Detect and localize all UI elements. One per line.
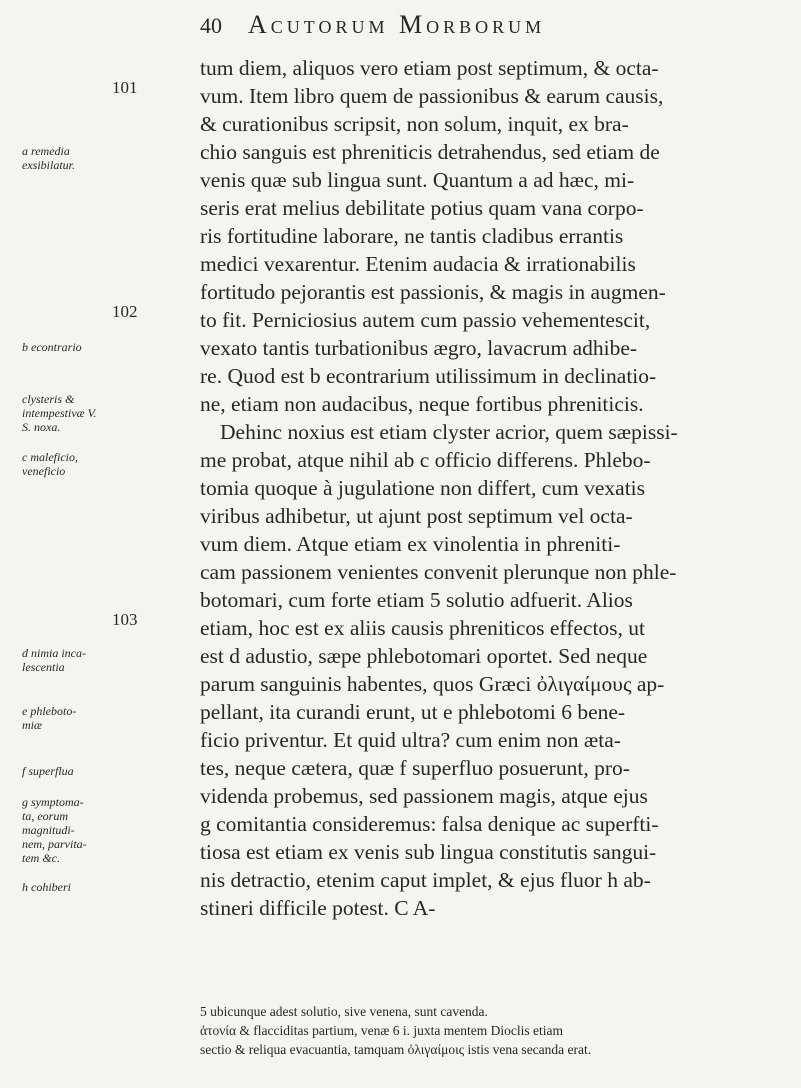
text-line: ris fortitudine laborare, ne tantis cladibus errantis — [200, 224, 624, 248]
text-line: stineri difficile potest. C A- — [200, 896, 436, 920]
text-line: me probat, atque nihil ab c officio differens. Phlebo- — [200, 448, 651, 472]
footnote-line: ἀτονία & flacciditas partium, venæ 6 i. juxta mentem Dioclis etiam — [200, 1023, 563, 1038]
margin-note: a remedia exsibilatur. — [22, 144, 75, 172]
margin-note: d nimia inca- lescentia — [22, 646, 86, 674]
margin-note: h cohiberi — [22, 880, 71, 894]
running-title: Acutorum Morborum — [248, 10, 546, 39]
line-number: 102 — [112, 302, 138, 321]
text-line: re. Quod est b econtrarium utilissimum in declinatio- — [200, 364, 657, 388]
text-line: medici vexarentur. Etenim audacia & irrationabilis — [200, 252, 636, 276]
margin-note: c maleficio, veneficio — [22, 450, 78, 478]
page-number: 40 — [200, 13, 222, 38]
text-line: seris erat melius debilitate potius quam vana corpo- — [200, 196, 644, 220]
text-line: venis quæ sub lingua sunt. Quantum a ad hæc, mi- — [200, 168, 635, 192]
text-line: est d adustio, sæpe phlebotomari oportet. Sed neque — [200, 644, 648, 668]
text-line: parum sanguinis habentes, quos Græci ὀλιγαίμους ap- — [200, 672, 665, 696]
text-line: tum diem, aliquos vero etiam post septimum, & octa- — [200, 56, 659, 80]
text-line: cam passionem venientes convenit plerunque non phle- — [200, 560, 677, 584]
margin-note: e phleboto- miæ — [22, 704, 77, 732]
footnotes — [200, 1002, 780, 1059]
text-line: fortitudo pejorantis est passionis, & magis in augmen- — [200, 280, 666, 304]
text-line: ficio priventur. Et quid ultra? cum enim non æta- — [200, 728, 621, 752]
footnote-line: 5 ubicunque adest solutio, sive venena, sunt cavenda. — [200, 1004, 488, 1019]
line-number: 103 — [112, 610, 138, 629]
margin-note: clysteris & intempestivæ V. S. noxa. — [22, 392, 97, 434]
text-line: chio sanguis est phreniticis detrahendus, sed etiam de — [200, 140, 660, 164]
footnote-line: sectio & reliqua evacuantia, tamquam ὀλιγαίμοις istis vena secanda erat. — [200, 1042, 592, 1057]
text-line: vum diem. Atque etiam ex vinolentia in phreniti- — [200, 532, 621, 556]
text-line: tomia quoque à jugulatione non differt, cum vexatis — [200, 476, 646, 500]
margin-note: g symptoma- ta, eorum magnitudi- nem, parvita- tem &c. — [22, 795, 87, 865]
text-line: g comitantia consideremus: falsa denique ac superfti- — [200, 812, 659, 836]
page-header — [200, 10, 760, 50]
margin-note: f superflua — [22, 764, 74, 778]
line-number: 101 — [112, 78, 138, 97]
text-line: tes, neque cætera, quæ f superfluo posuerunt, pro- — [200, 756, 630, 780]
text-line: tiosa est etiam ex venis sub lingua constitutis sangui- — [200, 840, 657, 864]
text-line: botomari, cum forte etiam 5 solutio adfuerit. Alios — [200, 588, 633, 612]
text-line: nis detractio, etenim caput implet, & ejus fluor h ab- — [200, 868, 651, 892]
text-line: & curationibus scripsit, non solum, inquit, ex bra- — [200, 112, 629, 136]
text-line: etiam, hoc est ex aliis causis phreniticos effectos, ut — [200, 616, 646, 640]
text-line: to fit. Perniciosius autem cum passio vehementescit, — [200, 308, 651, 332]
text-line: ne, etiam non audacibus, neque fortibus phreniticis. — [200, 392, 644, 416]
text-line: Dehinc noxius est etiam clyster acrior, quem sæpissi- — [220, 420, 678, 444]
text-line: viribus adhibetur, ut ajunt post septimum vel octa- — [200, 504, 633, 528]
text-line: videnda probemus, sed passionem magis, atque ejus — [200, 784, 648, 808]
text-line: pellant, ita curandi erunt, ut e phlebotomi 6 bene- — [200, 700, 626, 724]
text-line: vexato tantis turbationibus ægro, lavacrum adhibe- — [200, 336, 638, 360]
text-line: vum. Item libro quem de passionibus & earum causis, — [200, 84, 664, 108]
margin-note: b econtrario — [22, 340, 82, 354]
